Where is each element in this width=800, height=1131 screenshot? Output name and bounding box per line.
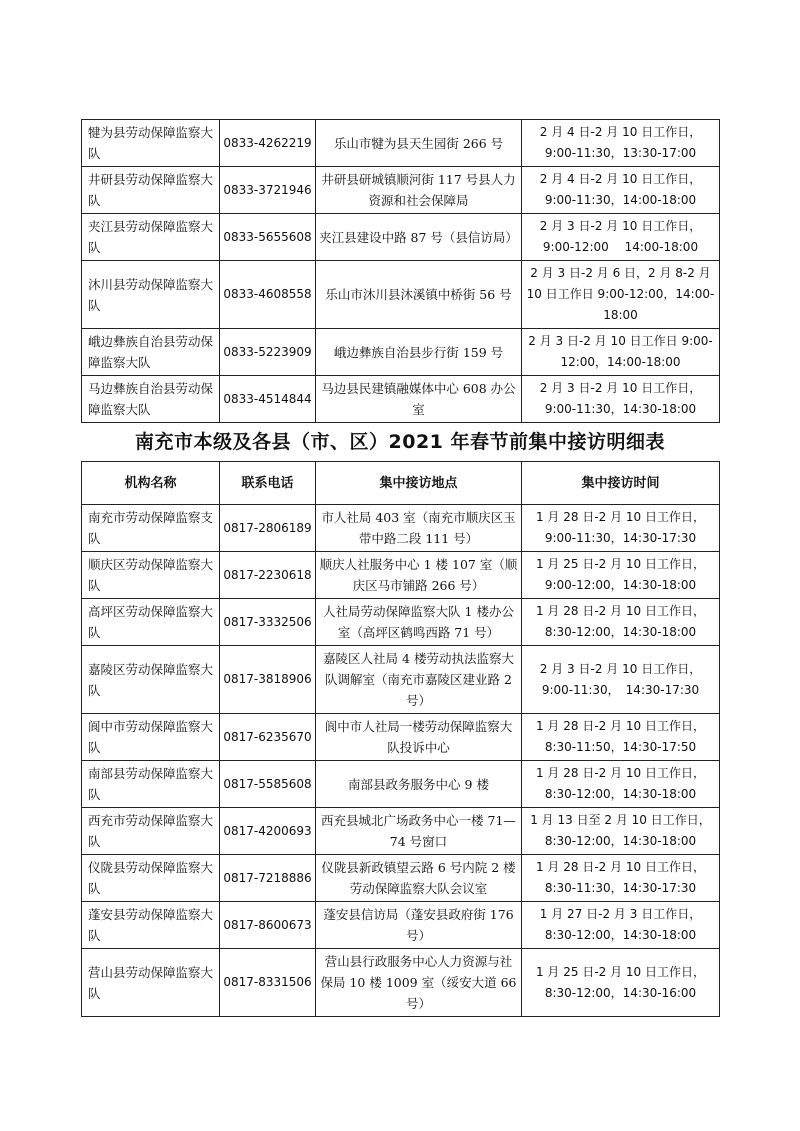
table-row	[82, 646, 720, 714]
phone-cell: 0817-6235670	[220, 714, 316, 761]
address-cell: 峨边彝族自治县步行街 159 号	[316, 329, 522, 376]
phone-cell: 0817-3818906	[220, 646, 316, 714]
table-row	[82, 261, 720, 329]
org-cell: 南部县劳动保障监察大队	[82, 761, 220, 808]
phone-cell: 0833-5655608	[220, 214, 316, 261]
address-cell: 蓬安县信访局（蓬安县政府街 176 号）	[316, 902, 522, 949]
address-cell: 西充县城北广场政务中心一楼 71—74 号窗口	[316, 808, 522, 855]
section-title: 南充市本级及各县（市、区）2021 年春节前集中接访明细表	[135, 431, 665, 453]
time-cell: 2 月 3 日-2 月 10 日工作日，9:00-12:00 14:00-18:00	[522, 214, 720, 261]
time-cell: 1 月 28 日-2 月 10 日工作日，8:30-12:00，14:30-18:00	[522, 761, 720, 808]
header-org: 机构名称	[82, 462, 220, 505]
address-cell: 夹江县建设中路 87 号（县信访局）	[316, 214, 522, 261]
address-cell: 嘉陵区人社局 4 楼劳动执法监察大队调解室（南充市嘉陵区建业路 2 号）	[316, 646, 522, 714]
org-cell: 营山县劳动保障监察大队	[82, 949, 220, 1017]
table-row	[82, 120, 720, 167]
address-cell: 井研县研城镇顺河街 117 号县人力资源和社会保障局	[316, 167, 522, 214]
header-address: 集中接访地点	[316, 462, 522, 505]
address-cell: 乐山市犍为县天生园街 266 号	[316, 120, 522, 167]
time-cell: 2 月 3 日-2 月 6 日，2 月 8-2 月 10 日工作日 9:00-12:00，14:00-18:00	[522, 261, 720, 329]
time-cell: 1 月 27 日-2 月 3 日工作日，8:30-12:00，14:30-18:00	[522, 902, 720, 949]
table-row	[82, 808, 720, 855]
address-cell: 阆中市人社局一楼劳动保障监察大队投诉中心	[316, 714, 522, 761]
address-cell: 乐山市沐川县沐溪镇中桥街 56 号	[316, 261, 522, 329]
time-cell: 2 月 3 日-2 月 10 日工作日 9:00-12:00，14:00-18:00	[522, 329, 720, 376]
address-cell: 人社局劳动保障监察大队 1 楼办公室（高坪区鹤鸣西路 71 号）	[316, 599, 522, 646]
org-cell: 沐川县劳动保障监察大队	[82, 261, 220, 329]
org-cell: 马边彝族自治县劳动保障监察大队	[82, 376, 220, 423]
phone-cell: 0817-3332506	[220, 599, 316, 646]
leshan-interview-table	[81, 119, 720, 423]
header-phone: 联系电话	[220, 462, 316, 505]
time-cell: 1 月 28 日-2 月 10 日工作日，9:00-11:30，14:30-17:30	[522, 505, 720, 552]
time-cell: 1 月 28 日-2 月 10 日工作日，8:30-11:30，14:30-17:30	[522, 855, 720, 902]
table-header-row	[82, 462, 720, 505]
header-time: 集中接访时间	[522, 462, 720, 505]
org-cell: 蓬安县劳动保障监察大队	[82, 902, 220, 949]
time-cell: 2 月 3 日-2 月 10 日工作日，9:00-11:30， 14:30-17:30	[522, 646, 720, 714]
phone-cell: 0817-4200693	[220, 808, 316, 855]
org-cell: 峨边彝族自治县劳动保障监察大队	[82, 329, 220, 376]
table-row	[82, 902, 720, 949]
org-cell: 嘉陵区劳动保障监察大队	[82, 646, 220, 714]
phone-cell: 0817-8600673	[220, 902, 316, 949]
time-cell: 2 月 4 日-2 月 10 日工作日，9:00-11:30，13:30-17:00	[522, 120, 720, 167]
table-row	[82, 505, 720, 552]
phone-cell: 0833-4514844	[220, 376, 316, 423]
nanchong-interview-table	[81, 461, 720, 1017]
address-cell: 营山县行政服务中心人力资源与社保局 10 楼 1009 室（绥安大道 66 号）	[316, 949, 522, 1017]
time-cell: 2 月 3 日-2 月 10 日工作日，9:00-11:30，14:30-18:00	[522, 376, 720, 423]
org-cell: 夹江县劳动保障监察大队	[82, 214, 220, 261]
table-row	[82, 949, 720, 1017]
org-cell: 犍为县劳动保障监察大队	[82, 120, 220, 167]
address-cell: 仪陇县新政镇望云路 6 号内院 2 楼劳动保障监察大队会议室	[316, 855, 522, 902]
phone-cell: 0833-4608558	[220, 261, 316, 329]
table-row	[82, 599, 720, 646]
org-cell: 仪陇县劳动保障监察大队	[82, 855, 220, 902]
table-row	[82, 376, 720, 423]
time-cell: 1 月 28 日-2 月 10 日工作日，8:30-11:50，14:30-17:50	[522, 714, 720, 761]
table-row	[82, 552, 720, 599]
table-row	[82, 855, 720, 902]
address-cell: 马边县民建镇融媒体中心 608 办公室	[316, 376, 522, 423]
table-row	[82, 329, 720, 376]
time-cell: 1 月 25 日-2 月 10 日工作日，8:30-12:00，14:30-16:00	[522, 949, 720, 1017]
phone-cell: 0817-2806189	[220, 505, 316, 552]
time-cell: 1 月 28 日-2 月 10 日工作日，8:30-12:00，14:30-18:00	[522, 599, 720, 646]
org-cell: 西充市劳动保障监察大队	[82, 808, 220, 855]
time-cell: 1 月 13 日至 2 月 10 日工作日，8:30-12:00，14:30-18:00	[522, 808, 720, 855]
address-cell: 顺庆人社服务中心 1 楼 107 室（顺庆区马市铺路 266 号）	[316, 552, 522, 599]
phone-cell: 0833-3721946	[220, 167, 316, 214]
phone-cell: 0817-5585608	[220, 761, 316, 808]
phone-cell: 0817-2230618	[220, 552, 316, 599]
table-row	[82, 761, 720, 808]
phone-cell: 0833-5223909	[220, 329, 316, 376]
org-cell: 南充市劳动保障监察支队	[82, 505, 220, 552]
org-cell: 井研县劳动保障监察大队	[82, 167, 220, 214]
phone-cell: 0817-8331506	[220, 949, 316, 1017]
time-cell: 2 月 4 日-2 月 10 日工作日，9:00-11:30，14:00-18:00	[522, 167, 720, 214]
time-cell: 1 月 25 日-2 月 10 日工作日，9:00-12:00，14:30-18:00	[522, 552, 720, 599]
phone-cell: 0817-7218886	[220, 855, 316, 902]
org-cell: 阆中市劳动保障监察大队	[82, 714, 220, 761]
table-row	[82, 214, 720, 261]
org-cell: 高坪区劳动保障监察大队	[82, 599, 220, 646]
phone-cell: 0833-4262219	[220, 120, 316, 167]
address-cell: 市人社局 403 室（南充市顺庆区玉带中路二段 111 号）	[316, 505, 522, 552]
org-cell: 顺庆区劳动保障监察大队	[82, 552, 220, 599]
table-row	[82, 167, 720, 214]
table-row	[82, 714, 720, 761]
address-cell: 南部县政务服务中心 9 楼	[316, 761, 522, 808]
